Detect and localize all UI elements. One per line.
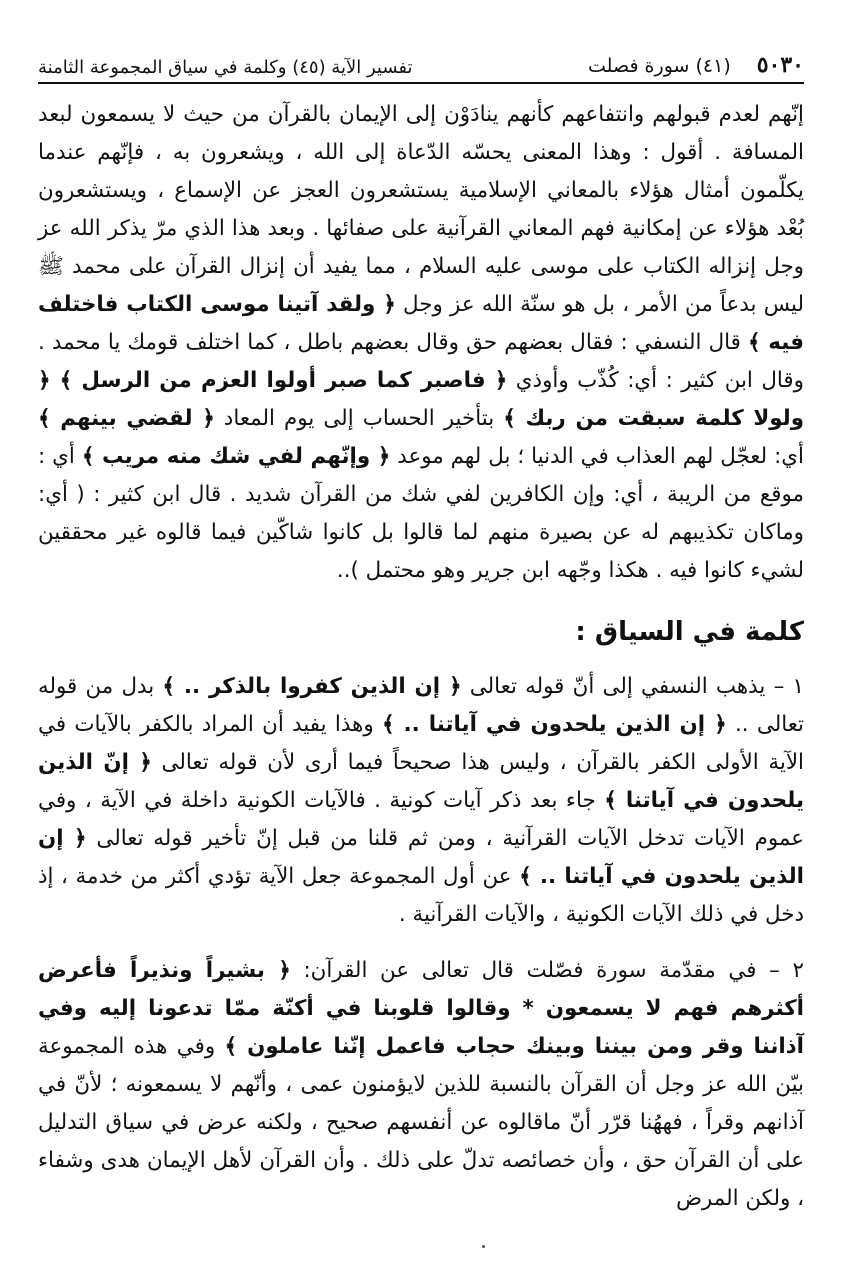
body-text: وهذا يفيد أن المراد بالكفر بالآيات في الآية الأولى الكفر بالقرآن ، وليس هذا صحيحاً فيما أرى لأن قوله تعالى bbox=[38, 712, 804, 775]
page-number: ٥٠٣٠ bbox=[756, 52, 804, 78]
paragraph-point-2 bbox=[38, 952, 804, 1218]
page-dot bbox=[482, 1245, 485, 1248]
quran-quote: ﴿ وإنّهم لفي شك منه مريب ﴾ bbox=[81, 444, 391, 469]
book-page bbox=[38, 44, 804, 1218]
quran-quote: ﴿ إن الذين يلحدون في آياتنا .. ﴾ bbox=[38, 826, 804, 889]
paragraph-point-1 bbox=[38, 668, 804, 934]
quran-quote: ﴿ إن الذين يلحدون في آياتنا .. ﴾ bbox=[382, 712, 727, 737]
quran-quote: ﴿ ولقد آتينا موسى الكتاب فاختلف فيه ﴾ bbox=[38, 292, 804, 355]
body-text: أي: لعجّل لهم العذاب في الدنيا ؛ بل لهم موعد bbox=[390, 444, 804, 469]
body-text: قال النسفي : فقال بعضهم حق وقال بعضهم باطل ، كما اختلف قومك يا محمد . وقال ابن كثير : أي: كُذّب وأوذي bbox=[38, 330, 804, 393]
body-text: وفي هذه المجموعة بيّن الله عز وجل أن القرآن بالنسبة للذين لايؤمنون عمى ، وأنّهم لا يسمعونه ؛ لأنّ في آذانهم وقراً ، فههُنا قرّر أنّ ماقالوه عن أنفسهم صحيح ، ولكنه عرض في سياق التدليل على أن القرآن حق ، وأن خصائصه تدلّ على ذلك . وأن القرآن لأهل الإيمان هدى وشفاء ، ولكن المرض bbox=[38, 1034, 804, 1211]
surah-label: (٤١) سورة فصلت bbox=[588, 55, 731, 77]
body-text: ٢ – في مقدّمة سورة فصّلت قال تعالى عن القرآن: bbox=[290, 958, 804, 983]
body-text: بدل من قوله تعالى .. bbox=[38, 674, 805, 737]
body-text: إنّهم لعدم قبولهم وانتفاعهم كأنهم ينادَوْن إلى الإيمان بالقرآن من حيث لا يسمعون لبعد المسافة . أقول : وهذا المعنى يحسّه الدّعاة إلى الله ، ويشعرون به ، فإنّهم عندما يكلّمون أمثال هؤلاء بالمعاني الإسلامية يستشعرون العجز عن الإسماع ، ويستشعرون بُعْد هؤلاء عن إمكانية فهم المعاني القرآنية على صفائها . وبعد هذا الذي مرّ يذكر الله عز وجل إنزاله الكتاب على موسى عليه السلام ، مما يفيد أن إنزال القرآن على محمد ﷺ ليس بدعاً من الأمر ، بل هو سنّة الله عز وجل bbox=[38, 102, 804, 317]
quran-quote: ﴿ بشيراً ونذيراً فأعرض أكثرهم فهم لا يسمعون * وقالوا قلوبنا في أكنّة ممّا تدعونا إليه وفي آذاننا وقر ومن بيننا وبينك حجاب فاعمل إنّنا عاملون ﴾ bbox=[38, 958, 804, 1059]
section-title: كلمة في السياق : bbox=[575, 617, 804, 647]
quran-quote: ﴿ لقضي بينهم ﴾ bbox=[38, 406, 215, 431]
quran-quote: ﴿ فاصبر كما صبر أولوا العزم من الرسل ﴾ ﴿ ولولا كلمة سبقت من ربك ﴾ bbox=[38, 368, 805, 431]
body-text: بتأخير الحساب إلى يوم المعاد bbox=[214, 406, 504, 431]
running-title: تفسير الآية (٤٥) وكلمة في سياق المجموعة الثامنة bbox=[38, 57, 413, 78]
quran-quote: ﴿ إن الذين كفروا بالذكر .. ﴾ bbox=[162, 674, 462, 699]
body-text: أي : موقع من الريبة ، أي: وإن الكافرين لفي شك من القرآن شديد . قال ابن كثير : ( أي: وماكان تكذيبهم له عن بصيرة منهم لما قالوا بل كانوا شاكّين فيما قالوه غير محققين لشيء كانوا فيه . هكذا وجّهه ابن جرير وهو محتمل ).. bbox=[38, 444, 804, 583]
paragraph-tafsir bbox=[38, 96, 804, 590]
body-text: جاء بعد ذكر آيات كونية . فالآيات الكونية داخلة في الآية ، وفي عموم الآيات تدخل الآيات القرآنية ، ومن ثم قلنا من قبل إنّ تأخير قوله تعالى bbox=[38, 788, 804, 851]
body-text: عن أول المجموعة جعل الآية تؤدي أكثر من خدمة ، إذ دخل في ذلك الآيات الكونية ، والآيات القرآنية . bbox=[38, 864, 804, 927]
body-text: ١ – يذهب النسفي إلى أنّ قوله تعالى bbox=[461, 674, 804, 699]
page-header bbox=[38, 44, 804, 84]
header-right bbox=[588, 52, 804, 78]
quran-quote: ﴿ إنّ الذين يلحدون في آياتنا ﴾ bbox=[38, 750, 804, 813]
